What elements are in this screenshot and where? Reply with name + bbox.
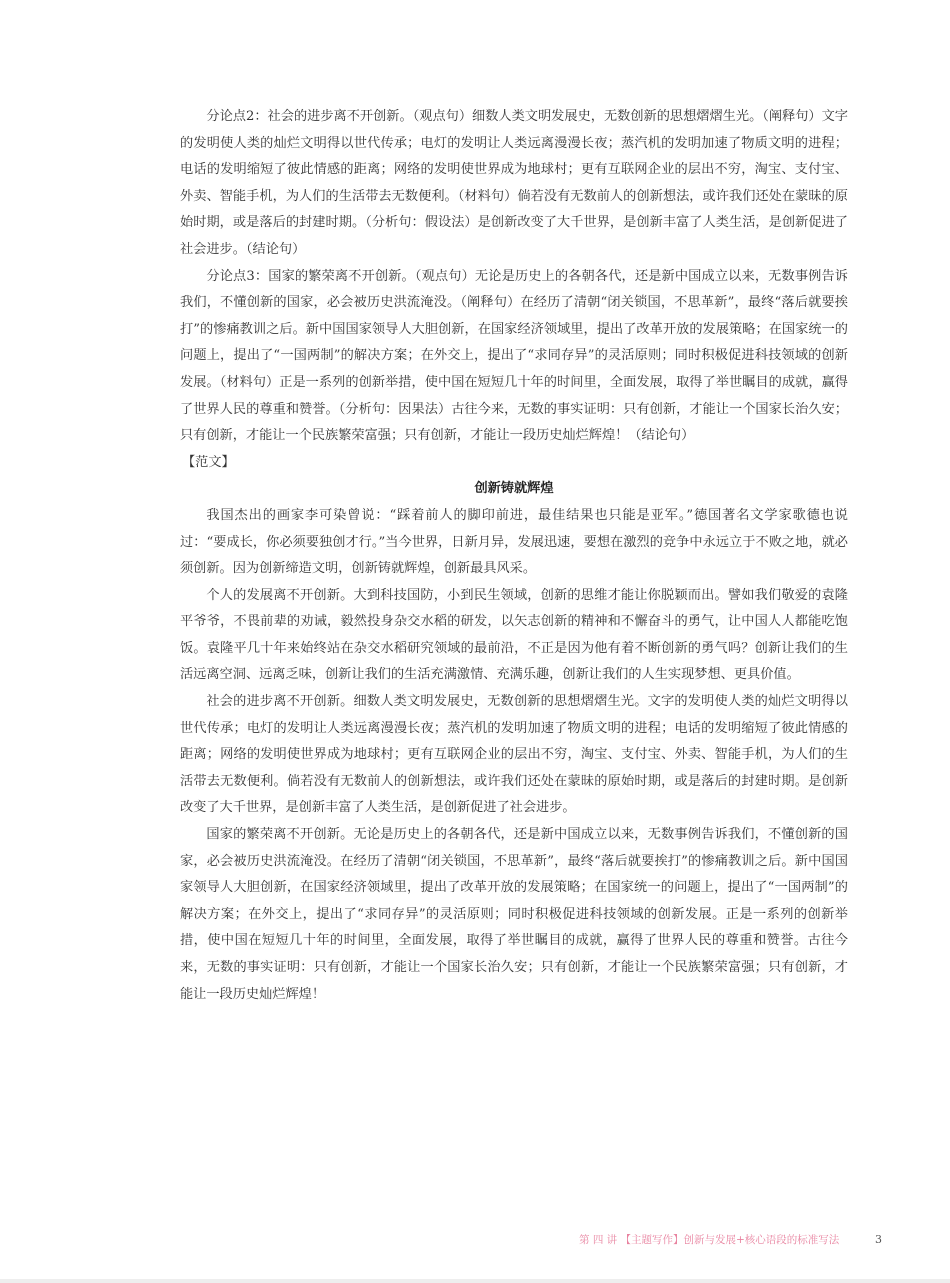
chapter-title: 第 四 讲 【主题写作】创新与发展+核心语段的标准写法 bbox=[579, 1234, 840, 1246]
page-number: 3 bbox=[875, 1233, 882, 1246]
sub-argument-3: 分论点3：国家的繁荣离不开创新。（观点句）无论是历史上的各朝各代，还是新中国成立以来，无数事例告诉我们，不懂创新的国家，必会被历史洪流淹没。（阐释句）在经历了清朝“闭关锁国，不思革新”，最终“落后就要挨打”的惨痛教训之后。新中国国家领导人大胆创新，在国家经济领域里，提出了改革开放的发展策略；在国家统一的问题上，提出了“一国两制”的解决方案；在外交上，提出了“求同存异”的灵活原则；同时积极促进科技领域的创新发展。（材料句）正是一系列的创新举措，使中国在短短几十年的时间里，全面发展，取得了举世瞩目的成就，赢得了世界人民的尊重和赞誉。（分析句：因果法）古往今来，无数的事实证明：只有创新，才能让一个国家长治久安；只有创新，才能让一个民族繁荣富强；只有创新，才能让一段历史灿烂辉煌！（结论句） bbox=[180, 268, 848, 444]
essay-paragraph-intro: 我国杰出的画家李可染曾说：“踩着前人的脚印前进，最佳结果也只能是亚军。”德国著名文学家歌德也说过：“要成长，你必须要独创才行。”当今世界，日新月异，发展迅速，要想在激烈的竞争中永远立于不败之地，就必须创新。因为创新缔造文明，创新铸就辉煌，创新最具风采。 bbox=[180, 507, 848, 577]
bottom-edge-divider bbox=[0, 1279, 950, 1283]
model-essay-label: 【范文】 bbox=[182, 454, 235, 470]
essay-paragraph-society: 社会的进步离不开创新。细数人类文明发展史，无数创新的思想熠熠生光。文字的发明使人类的灿烂文明得以世代传承；电灯的发明让人类远离漫漫长夜；蒸汽机的发明加速了物质文明的进程；电话的发明缩短了彼此情感的距离；网络的发明使世界成为地球村；更有互联网企业的层出不穷，淘宝、支付宝、外卖、智能手机，为人们的生活带去无数便利。倘若没有无数前人的创新想法，或许我们还处在蒙昧的原始时期，或是落后的封建时期。是创新改变了大千世界，是创新丰富了人类生活，是创新促进了社会进步。 bbox=[180, 694, 848, 816]
page-body bbox=[180, 104, 848, 1008]
page-footer bbox=[579, 1232, 882, 1247]
essay-paragraph-individual: 个人的发展离不开创新。大到科技国防，小到民生领域，创新的思维才能让你脱颖而出。譬如我们敬爱的袁隆平爷爷，不畏前辈的劝诫，毅然投身杂交水稻的研发，以矢志创新的精神和不懈奋斗的勇气，让中国人人都能吃饱饭。袁隆平几十年来始终站在杂交水稻研究领域的最前沿，不正是因为他有着不断创新的勇气吗？创新让我们的生活远离空洞、远离乏味，创新让我们的生活充满激情、充满乐趣，创新让我们的人生实现梦想、更具价值。 bbox=[180, 587, 848, 683]
essay-paragraph-nation: 国家的繁荣离不开创新。无论是历史上的各朝各代，还是新中国成立以来，无数事例告诉我们，不懂创新的国家，必会被历史洪流淹没。在经历了清朝“闭关锁国，不思革新”，最终“落后就要挨打”的惨痛教训之后。新中国国家领导人大胆创新，在国家经济领域里，提出了改革开放的发展策略；在国家统一的问题上，提出了“一国两制”的解决方案；在外交上，提出了“求同存异”的灵活原则；同时积极促进科技领域的创新发展。正是一系列的创新举措，使中国在短短几十年的时间里，全面发展，取得了举世瞩目的成就，赢得了世界人民的尊重和赞誉。古往今来，无数的事实证明：只有创新，才能让一个国家长治久安；只有创新，才能让一个民族繁荣富强；只有创新，才能让一段历史灿烂辉煌！ bbox=[180, 827, 848, 1002]
sub-argument-2: 分论点2：社会的进步离不开创新。（观点句）细数人类文明发展史，无数创新的思想熠熠生光。（阐释句）文字的发明使人类的灿烂文明得以世代传承；电灯的发明让人类远离漫漫长夜；蒸汽机的发明加速了物质文明的进程；电话的发明缩短了彼此情感的距离；网络的发明使世界成为地球村；更有互联网企业的层出不穷，淘宝、支付宝、外卖、智能手机，为人们的生活带去无数便利。（材料句）倘若没有无数前人的创新想法，或许我们还处在蒙昧的原始时期，或是落后的封建时期。（分析句：假设法）是创新改变了大千世界，是创新丰富了人类生活，是创新促进了社会进步。（结论句） bbox=[180, 109, 848, 257]
essay-title: 创新铸就辉煌 bbox=[474, 481, 554, 497]
